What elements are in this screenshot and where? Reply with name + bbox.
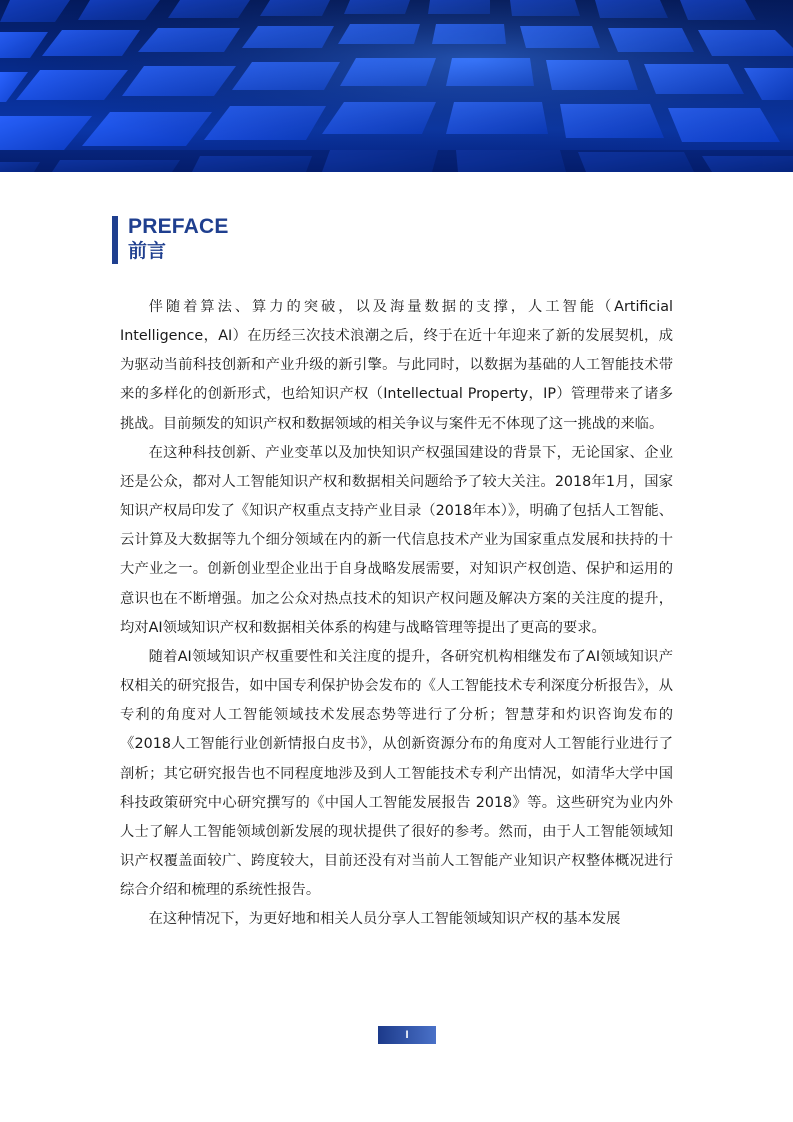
section-heading xyxy=(112,216,229,264)
preface-body xyxy=(120,293,673,934)
header-banner xyxy=(0,0,793,172)
page-number: I xyxy=(378,1026,436,1044)
heading-title-en: PREFACE xyxy=(128,215,229,238)
paragraph-4: 在这种情况下，为更好地和相关人员分享人工智能领域知识产权的基本发展 xyxy=(148,911,621,928)
paragraph-1: 伴随着算法、算力的突破，以及海量数据的支撑，人工智能（Artificial Intelligence，AI）在历经三次技术浪潮之后，终于在近十年迎来了新的发展契机，成为驱动当前科技创新和产业升级的新引擎。与此同时，以数据为基础的人工智能技术带来的多样化的创新形式，也给知识产权（Intellectual Property，IP）管理带来了诸多挑战。目前频发的知识产权和数据领域的相关争议与案件无不体现了这一挑战的来临。 xyxy=(120,299,673,432)
paragraph-3: 随着AI领域知识产权重要性和关注度的提升，各研究机构相继发布了AI领域知识产权相关的研究报告，如中国专利保护协会发布的《人工智能技术专利深度分析报告》，从专利的角度对人工智能领域技术发展态势等进行了分析；智慧芽和灼识咨询发布的《2018人工智能行业创新情报白皮书》，从创新资源分布的角度对人工智能行业进行了剖析；其它研究报告也不同程度地涉及到人工智能技术专利产出情况，如清华大学中国科技政策研究中心研究撰写的《中国人工智能发展报告 2018》等。这些研究为业内外人士了解人工智能领域创新发展的现状提供了很好的参考。然而，由于人工智能领域知识产权覆盖面较广、跨度较大，目前还没有对当前人工智能产业知识产权整体概况进行综合介绍和梳理的系统性报告。 xyxy=(120,648,673,899)
heading-title-zh: 前言 xyxy=(128,240,167,262)
tech-grid-pattern xyxy=(0,0,793,172)
paragraph-2: 在这种科技创新、产业变革以及加快知识产权强国建设的背景下，无论国家、企业还是公众，都对人工智能知识产权和数据相关问题给予了较大关注。2018年1月，国家知识产权局印发了《知识产权重点支持产业目录（2018年本）》，明确了包括人工智能、云计算及大数据等九个细分领域在内的新一代信息技术产业为国家重点发展和扶持的十大产业之一。创新创业型企业出于自身战略发展需要，对知识产权创造、保护和运用的意识也在不断增强。加之公众对热点技术的知识产权问题及解决方案的关注度的提升，均对AI领域知识产权和数据相关体系的构建与战略管理等提出了更高的要求。 xyxy=(120,444,673,636)
